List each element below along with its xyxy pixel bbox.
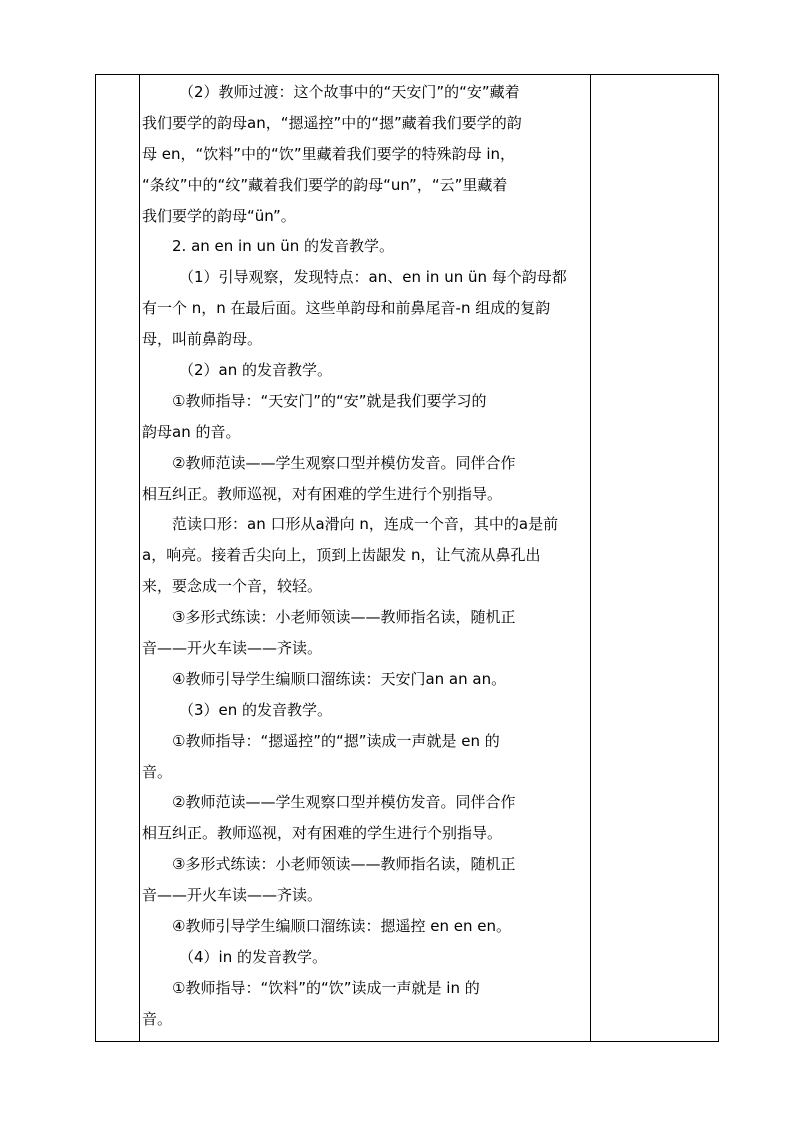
text-line: 韵母an 的音。: [142, 422, 241, 441]
text-line: （1）引导观察，发现特点：an、en in un ün 每个韵母都: [179, 268, 567, 287]
text-line: ①教师指导：“饮料”的“饮”读成一声就是 in 的: [172, 978, 480, 997]
text-line: （4）in 的发音教学。: [179, 947, 327, 966]
lesson-plan-table: [95, 74, 719, 1042]
text-line: ②教师范读——学生观察口型并模仿发音。同伴合作: [172, 793, 516, 812]
text-line: 来，要念成一个音，较轻。: [142, 577, 323, 596]
text-line: “条纹”中的“纹”藏着我们要学的韵母“un”，“云”里藏着: [142, 175, 508, 194]
text-line: ①教师指导：“天安门”的“安”就是我们要学习的: [172, 391, 487, 410]
text-line: ②教师范读——学生观察口型并模仿发音。同伴合作: [172, 453, 516, 472]
text-line: 母，叫前鼻韵母。: [142, 330, 263, 349]
text-line: ①教师指导：“摁遥控”的“摁”读成一声就是 en 的: [172, 731, 500, 750]
text-line: （3）en 的发音教学。: [179, 700, 333, 719]
text-line: 范读口形：an 口形从a滑向 n，连成一个音，其中的a是前: [172, 515, 559, 534]
text-line: 母 en，“饮料”中的“饮”里藏着我们要学的特殊韵母 in，: [142, 144, 516, 163]
text-line: ④教师引导学生编顺口溜练读：天安门an an an。: [172, 669, 507, 688]
text-line: ④教师引导学生编顺口溜练读：摁遥控 en en en。: [172, 917, 511, 936]
text-line: 音。: [142, 1009, 173, 1028]
text-line: 我们要学的韵母“ün”。: [142, 206, 296, 225]
right-column-cell: [591, 75, 718, 1041]
left-column-cell: [96, 75, 139, 1041]
teaching-process-cell: [140, 75, 590, 1041]
text-line: ③多形式练读：小老师领读——教师指名读，随机正: [172, 608, 516, 627]
text-line: （2）an 的发音教学。: [179, 361, 333, 380]
text-line: a，响亮。接着舌尖向上，顶到上齿龈发 n，让气流从鼻孔出: [142, 546, 541, 565]
text-line: 有一个 n，n 在最后面。这些单韵母和前鼻尾音-n 组成的复韵: [142, 299, 551, 318]
text-line: 音——开火车读——齐读。: [142, 886, 323, 905]
text-line: （2）教师过渡：这个故事中的“天安门”的“安”藏着: [179, 83, 520, 101]
text-line: 相互纠正。教师巡视，对有困难的学生进行个别指导。: [142, 484, 503, 503]
text-line: 音。: [142, 762, 173, 781]
text-line: 相互纠正。教师巡视，对有困难的学生进行个别指导。: [142, 824, 503, 843]
text-line: 我们要学的韵母an，“摁遥控”中的“摁”藏着我们要学的韵: [142, 113, 522, 132]
text-line: ③多形式练读：小老师领读——教师指名读，随机正: [172, 855, 516, 874]
text-line: 2. an en in un ün 的发音教学。: [172, 237, 395, 256]
text-line: 音——开火车读——齐读。: [142, 639, 323, 658]
